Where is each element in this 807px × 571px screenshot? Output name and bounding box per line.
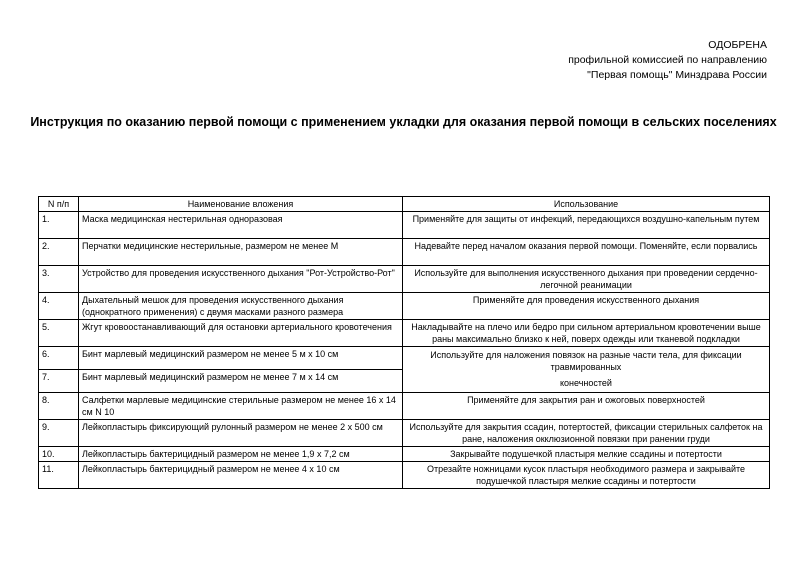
row-item-name: Устройство для проведения искусственного дыхания "Рот-Устройство-Рот" xyxy=(79,266,403,293)
row-number: 8. xyxy=(39,393,79,420)
row-item-name: Жгут кровоостанавливающий для остановки артериального кровотечения xyxy=(79,320,403,347)
row-usage-merged xyxy=(403,347,770,393)
approval-stamp xyxy=(568,38,767,83)
kit-contents-table xyxy=(38,196,770,489)
row-usage: Накладывайте на плечо или бедро при сильном артериальном кровотечении выше раны максимально близко к ней, поверх одежды или тканевой подкладки xyxy=(403,320,770,347)
row-number: 1. xyxy=(39,212,79,239)
table-row xyxy=(39,420,770,447)
row-number: 7. xyxy=(39,370,79,393)
row-item-name: Маска медицинская нестерильная одноразовая xyxy=(79,212,403,239)
approval-line-3: "Первая помощь" Минздрава России xyxy=(587,69,767,81)
row-number: 2. xyxy=(39,239,79,266)
row-usage: Используйте для закрытия ссадин, потертостей, фиксации стерильных салфеток на ране, наложения окклюзионной повязки при ранении груди xyxy=(403,420,770,447)
row-number: 6. xyxy=(39,347,79,370)
row-usage: Используйте для выполнения искусственного дыхания при проведении сердечно-легочной реанимации xyxy=(403,266,770,293)
row-number: 10. xyxy=(39,447,79,462)
table-row xyxy=(39,393,770,420)
row-number: 9. xyxy=(39,420,79,447)
row-item-name: Бинт марлевый медицинский размером не менее 7 м х 14 см xyxy=(79,370,403,393)
row-usage: Применяйте для закрытия ран и ожоговых поверхностей xyxy=(403,393,770,420)
row-item-name: Дыхательный мешок для проведения искусственного дыхания (однократного применения) с двумя масками разного размера xyxy=(79,293,403,320)
approval-line-2: профильной комиссией по направлению xyxy=(568,54,767,66)
table-row xyxy=(39,239,770,266)
header-usage: Использование xyxy=(403,197,770,212)
table-row xyxy=(39,462,770,489)
row-number: 4. xyxy=(39,293,79,320)
row-item-name: Лейкопластырь бактерицидный размером не менее 1,9 х 7,2 см xyxy=(79,447,403,462)
table-row xyxy=(39,447,770,462)
approval-line-1: ОДОБРЕНА xyxy=(708,39,767,51)
row-item-name: Лейкопластырь фиксирующий рулонный размером не менее 2 х 500 см xyxy=(79,420,403,447)
row-item-name: Перчатки медицинские нестерильные, размером не менее М xyxy=(79,239,403,266)
row-usage: Используйте для наложения повязок на разные части тела, для фиксации травмированных xyxy=(430,350,742,372)
table-header-row xyxy=(39,197,770,212)
table-row xyxy=(39,320,770,347)
row-item-name: Лейкопластырь бактерицидный размером не менее 4 х 10 см xyxy=(79,462,403,489)
row-usage: конечностей xyxy=(560,378,612,388)
header-item-name: Наименование вложения xyxy=(79,197,403,212)
table-row xyxy=(39,212,770,239)
table-row xyxy=(39,347,770,370)
row-usage: Применяйте для проведения искусственного дыхания xyxy=(403,293,770,320)
page-title: Инструкция по оказанию первой помощи с применением укладки для оказания первой помощи в сельских поселениях xyxy=(30,115,777,129)
table-row xyxy=(39,293,770,320)
row-number: 3. xyxy=(39,266,79,293)
row-usage: Надевайте перед началом оказания первой помощи. Поменяйте, если порвались xyxy=(403,239,770,266)
table-row xyxy=(39,266,770,293)
header-number: N п/п xyxy=(39,197,79,212)
row-usage: Применяйте для защиты от инфекций, передающихся воздушно-капельным путем xyxy=(403,212,770,239)
row-usage: Закрывайте подушечкой пластыря мелкие ссадины и потертости xyxy=(403,447,770,462)
row-number: 5. xyxy=(39,320,79,347)
row-usage: Отрезайте ножницами кусок пластыря необходимого размера и закрывайте подушечкой пластыря мелкие ссадины и потертости xyxy=(403,462,770,489)
row-number: 11. xyxy=(39,462,79,489)
row-item-name: Салфетки марлевые медицинские стерильные размером не менее 16 х 14 см N 10 xyxy=(79,393,403,420)
row-item-name: Бинт марлевый медицинский размером не менее 5 м х 10 см xyxy=(79,347,403,370)
